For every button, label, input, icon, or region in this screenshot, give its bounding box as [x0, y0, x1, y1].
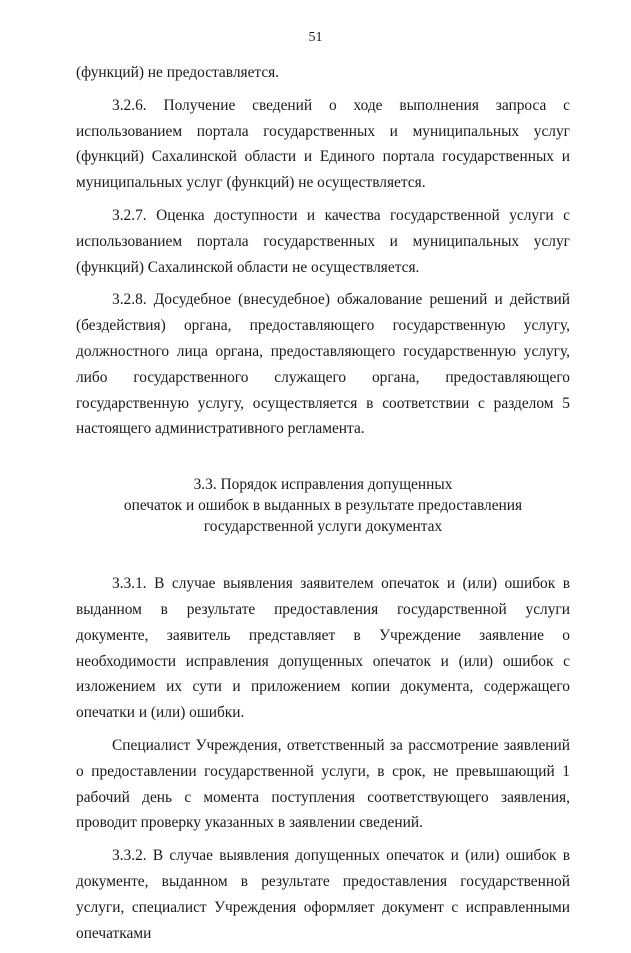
paragraph: Специалист Учреждения, ответственный за рассмотрение заявлений о предоставлении государственной услуги, в срок, не превышающий 1 рабочий день с момента поступления соответствующего заявления, проводит проверку указанных в заявлении сведений.	[76, 736, 570, 832]
paragraph: 3.3.1. В случае выявления заявителем опечаток и (или) ошибок в выданном в результате предоставления государственной услуги документе, заявитель представляет в Учреждение заявление о необходимости исправления допущенных опечаток и (или) ошибок с изложением их сути и приложением копии документа, содержащего опечатки и (или) ошибки.	[76, 575, 570, 722]
section-heading-line: государственной услуги документах	[203, 518, 443, 536]
paragraph: (функций) не предоставляется.	[76, 64, 280, 81]
paragraph: 3.2.8. Досудебное (внесудебное) обжалование решений и действий (бездействия) органа, предоставляющего государственную услугу, должностного лица органа, предоставляющего государственную услугу, либо государственного служащего органа, предоставляющего государственную услугу, осуществляется в соответствии с разделом 5 настоящего административного регламента.	[76, 291, 570, 438]
paragraph: 3.3.2. В случае выявления допущенных опечаток и (или) ошибок в документе, выданном в результате предоставления государственной услуги, специалист Учреждения оформляет документ с исправленными опечатками	[76, 847, 570, 942]
paragraph: 3.2.7. Оценка доступности и качества государственной услуги с использованием портала государственных и муниципальных услуг (функций) Сахалинской области не осуществляется.	[76, 206, 570, 276]
document-body	[76, 60, 570, 953]
section-heading-line: 3.3. Порядок исправления допущенных	[193, 476, 453, 494]
paragraph: 3.2.6. Получение сведений о ходе выполнения запроса с использованием портала государственных и муниципальных услуг (функций) Сахалинской области и Единого портала государственных и муниципальных услуг (функций) не осуществляется.	[76, 96, 570, 192]
page-number: 51	[308, 30, 323, 45]
section-heading	[76, 474, 570, 537]
section-heading-line: опечаток и ошибок в выданных в результате предоставления	[123, 497, 523, 515]
